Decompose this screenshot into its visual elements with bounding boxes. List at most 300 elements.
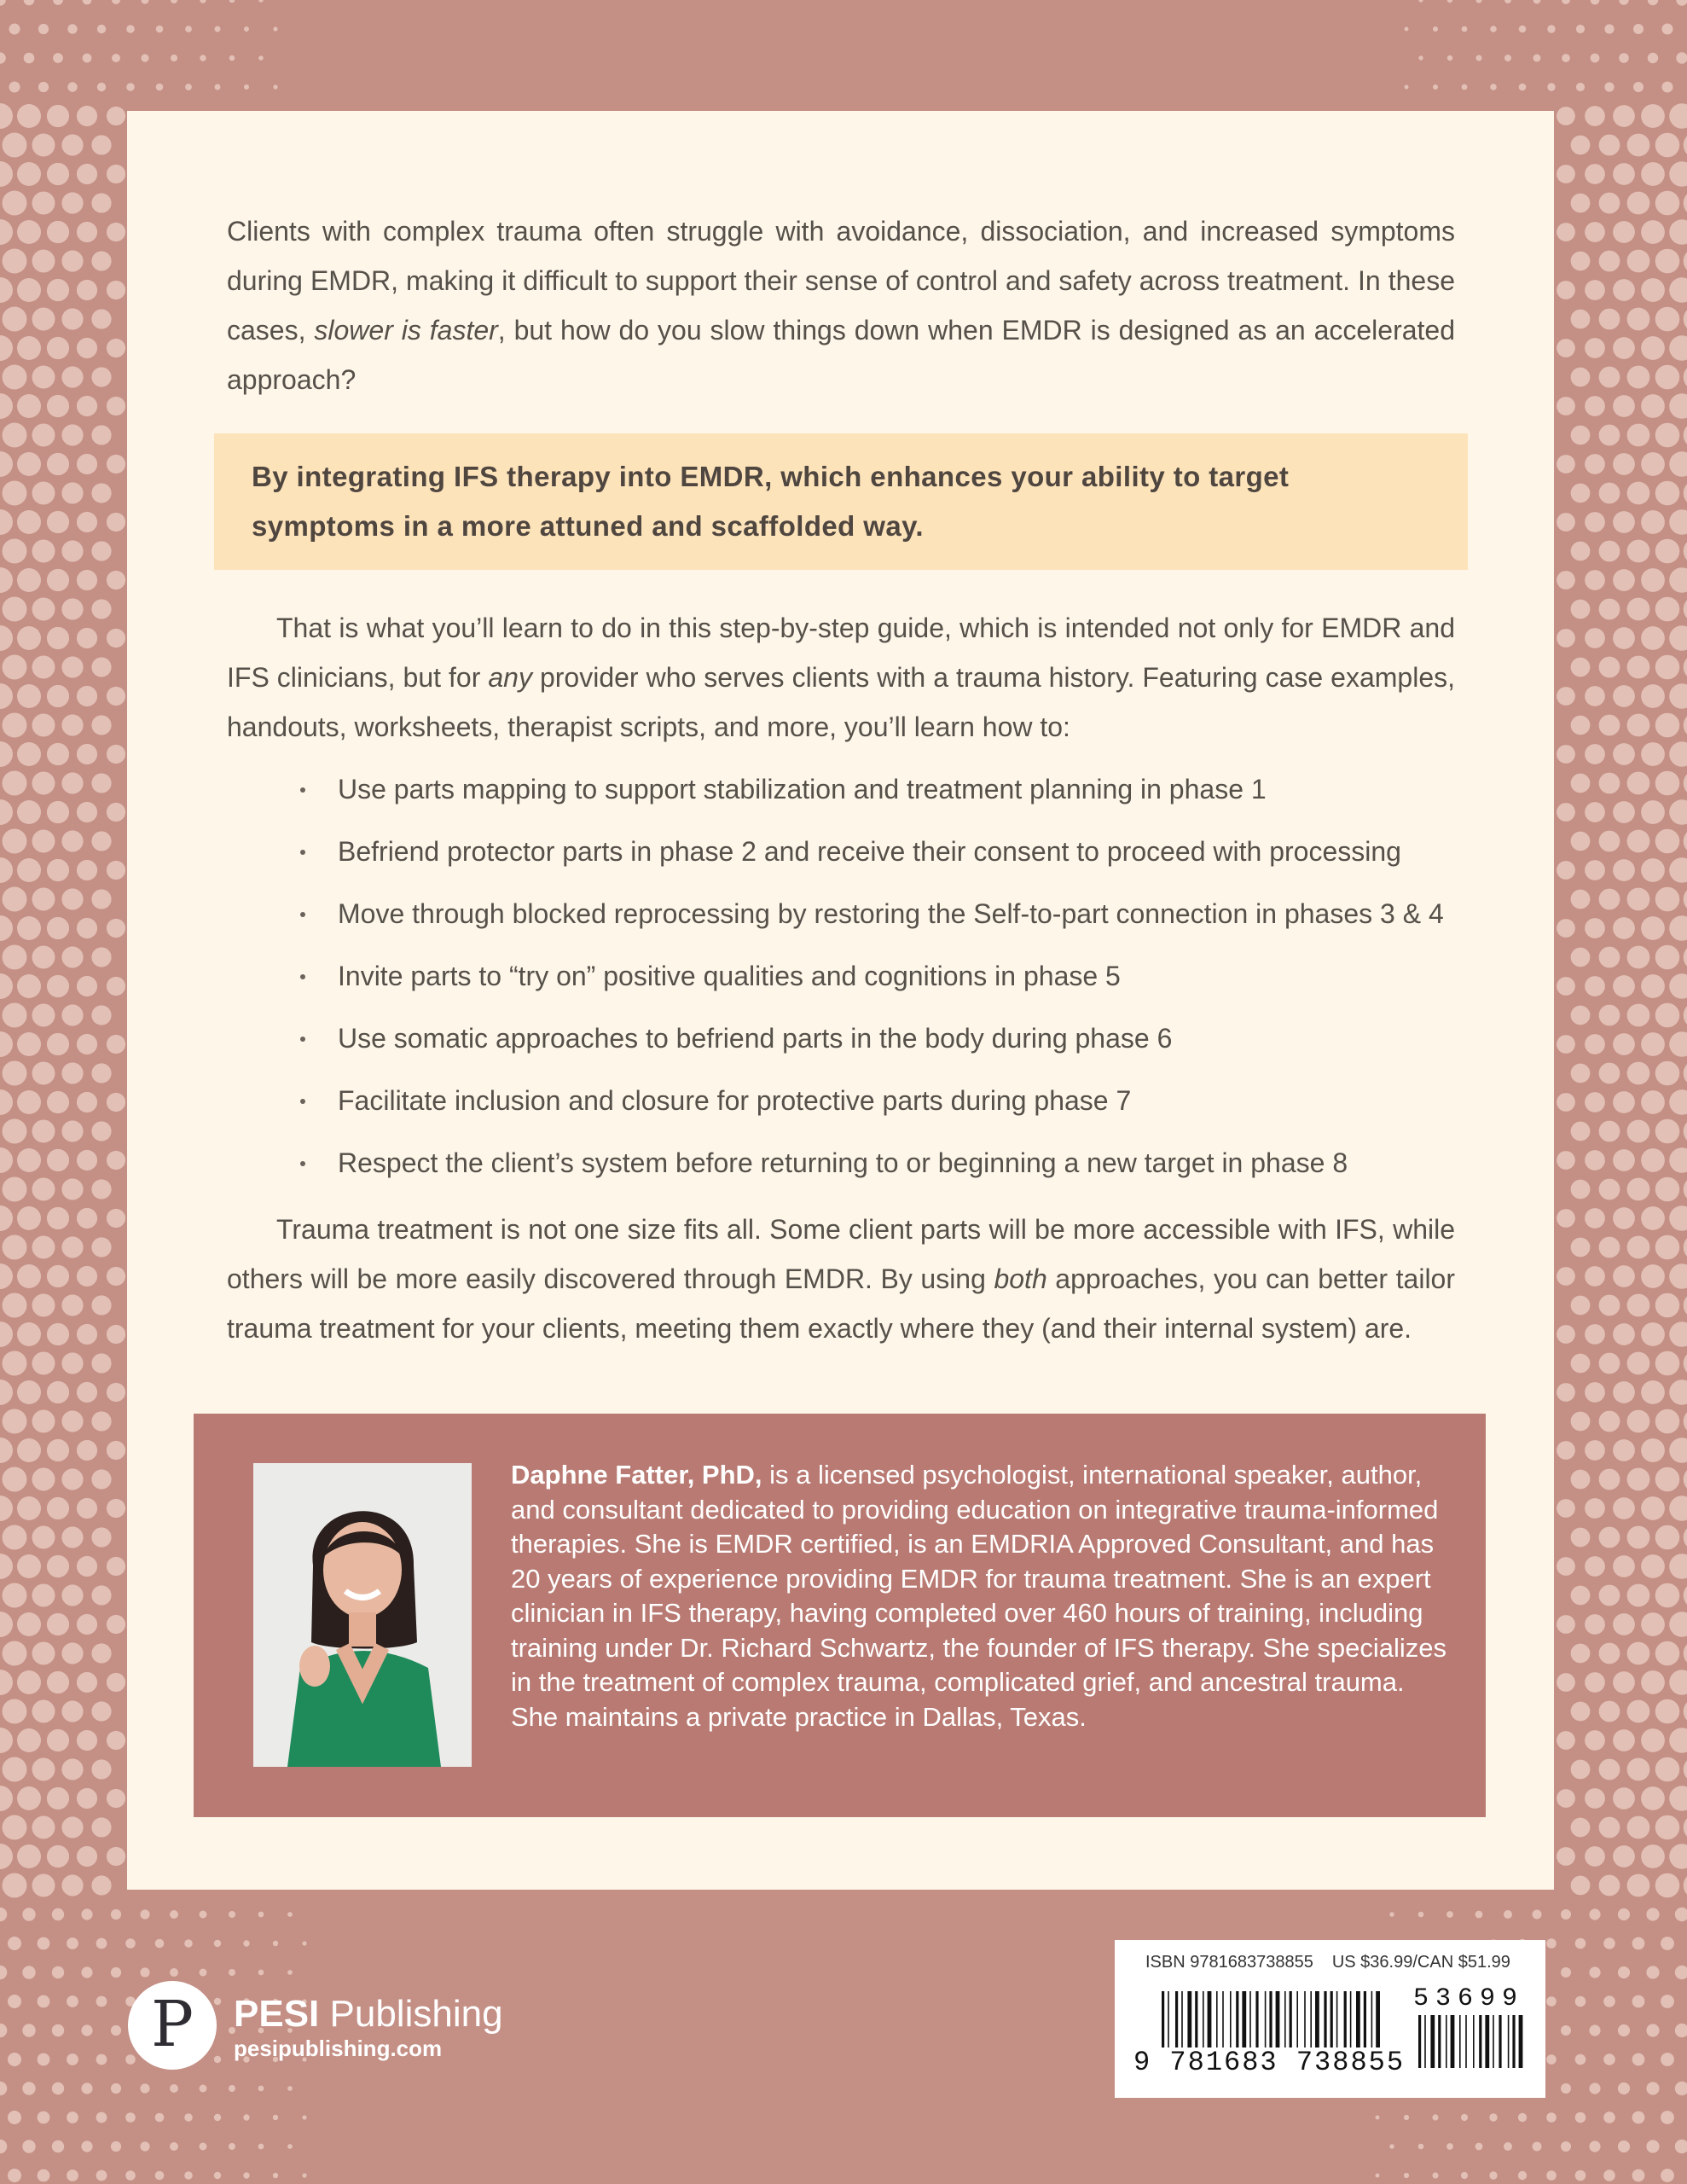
pattern-dot <box>1585 628 1605 648</box>
pattern-dot <box>47 801 69 823</box>
pattern-dot <box>61 482 83 503</box>
pattern-dot <box>0 625 13 651</box>
pattern-dot <box>1405 85 1409 90</box>
pattern-dot <box>1627 1062 1650 1085</box>
pattern-dot <box>107 629 125 648</box>
pattern-dot <box>273 84 277 89</box>
pattern-dot <box>1599 1875 1620 1896</box>
publisher-url: pesipublishing.com <box>234 2036 443 2061</box>
pattern-dot <box>1648 0 1658 5</box>
pattern-dot <box>1599 1817 1620 1838</box>
pattern-dot <box>1576 25 1585 33</box>
pattern-dot <box>1585 454 1605 474</box>
pattern-dot <box>32 1236 55 1259</box>
pattern-dot <box>61 946 83 967</box>
pattern-dot <box>1669 393 1687 419</box>
pattern-dot <box>1462 26 1468 32</box>
pattern-dot <box>1641 1612 1665 1636</box>
barcode-bar <box>1175 1991 1178 2048</box>
barcode-addon-bar <box>1459 2015 1461 2068</box>
pattern-dot <box>1669 625 1687 651</box>
pattern-dot <box>1585 1788 1605 1809</box>
pattern-dot <box>1557 281 1575 299</box>
pattern-dot <box>1571 1354 1591 1374</box>
barcode-addon-bar <box>1512 2015 1515 2068</box>
pattern-dot <box>1599 1237 1620 1258</box>
pattern-dot <box>1669 741 1687 767</box>
pattern-dot <box>1613 917 1635 939</box>
barcode-addon-bar <box>1479 2015 1481 2068</box>
pattern-dot <box>32 1758 55 1781</box>
pattern-dot <box>3 1293 27 1318</box>
pattern-dot <box>77 744 97 764</box>
pattern-dot <box>1627 1120 1650 1143</box>
pattern-dot <box>1613 1787 1635 1809</box>
pattern-dot <box>1641 626 1665 650</box>
pattern-dot <box>61 772 83 793</box>
pattern-dot <box>1599 309 1620 330</box>
pattern-dot <box>17 104 41 128</box>
pattern-dot <box>1461 2172 1468 2179</box>
pattern-dot <box>125 1938 136 1949</box>
pattern-dot <box>1585 1266 1605 1287</box>
pattern-dot <box>1675 2140 1687 2153</box>
barcode-addon-bar <box>1424 2015 1426 2068</box>
list-item: Use parts mapping to support stabilization and treatment planning in phase 1 <box>300 764 1494 827</box>
pattern-dot <box>61 830 83 851</box>
pattern-dot <box>1575 2170 1586 2181</box>
pattern-dot <box>141 0 148 4</box>
pattern-dot <box>1627 946 1650 969</box>
pattern-dot <box>273 1941 278 1946</box>
pattern-dot <box>229 0 235 3</box>
pattern-dot <box>32 888 55 911</box>
pattern-dot <box>1641 1264 1665 1288</box>
pattern-dot <box>61 192 83 213</box>
pattern-dot <box>1619 0 1629 5</box>
pattern-dot <box>91 657 111 677</box>
pattern-dot <box>1571 890 1591 909</box>
pattern-dot <box>1433 84 1438 90</box>
pattern-dot <box>1585 1440 1605 1461</box>
barcode-bar <box>1364 1991 1366 2048</box>
pattern-dot <box>1571 1702 1591 1722</box>
pattern-dot <box>107 977 125 996</box>
pattern-dot <box>1562 0 1570 4</box>
pattern-dot <box>258 1912 264 1918</box>
pattern-dot <box>77 1034 97 1054</box>
pattern-dot <box>1627 1294 1650 1317</box>
pattern-dot <box>61 1410 83 1432</box>
pattern-dot <box>17 1032 41 1056</box>
bullet-list <box>300 764 1494 1200</box>
pattern-dot <box>77 164 97 184</box>
pattern-dot <box>287 1912 293 1917</box>
pattern-dot <box>184 2171 193 2180</box>
pattern-dot <box>1585 918 1605 938</box>
pattern-dot <box>1585 512 1605 532</box>
pattern-dot <box>77 1382 97 1403</box>
pattern-dot <box>61 366 83 387</box>
pattern-dot <box>1646 2024 1659 2036</box>
barcode-addon-bar <box>1446 2015 1447 2068</box>
pattern-dot <box>1599 1063 1620 1084</box>
barcode-addon-bar <box>1451 2015 1455 2068</box>
publisher-name <box>234 1993 503 2036</box>
pattern-dot <box>1627 1584 1650 1607</box>
pattern-dot <box>32 598 55 621</box>
pattern-dot <box>258 0 264 3</box>
pattern-dot <box>1684 1292 1687 1319</box>
pattern-dot <box>1561 2083 1571 2094</box>
pattern-dot <box>91 599 111 619</box>
pattern-dot <box>171 0 177 3</box>
pattern-dot <box>32 1178 55 1201</box>
pattern-dot <box>0 1908 7 1922</box>
pattern-dot <box>61 1062 83 1083</box>
pattern-dot <box>1585 1730 1605 1751</box>
pattern-dot <box>1641 1322 1665 1346</box>
pattern-dot <box>67 1995 78 2007</box>
pattern-dot <box>107 397 125 415</box>
pattern-dot <box>1627 1816 1650 1839</box>
pattern-dot <box>1684 1234 1687 1261</box>
pattern-dot <box>1585 1556 1605 1577</box>
pattern-dot <box>1585 396 1605 416</box>
pattern-dot <box>32 1874 55 1897</box>
pattern-dot <box>77 686 97 706</box>
publisher-name-rest: Publishing <box>329 1993 503 2035</box>
pattern-dot <box>1641 684 1665 708</box>
pattern-dot <box>107 281 125 299</box>
pattern-dot <box>1627 482 1650 505</box>
pattern-dot <box>1655 307 1680 332</box>
pattern-dot <box>1599 135 1620 156</box>
pattern-dot <box>1571 252 1591 271</box>
pattern-dot <box>1504 1910 1512 1919</box>
pattern-dot <box>91 1643 111 1663</box>
pattern-dot <box>1627 366 1650 389</box>
pattern-dot <box>0 2024 7 2038</box>
pattern-dot <box>77 338 97 358</box>
pattern-dot <box>17 1264 41 1288</box>
pattern-dot <box>1619 53 1629 63</box>
pattern-dot <box>1655 771 1680 796</box>
pattern-dot <box>214 2114 221 2121</box>
pattern-dot <box>1655 945 1680 970</box>
pattern-dot <box>91 1585 111 1605</box>
pattern-dot <box>3 1583 27 1608</box>
pattern-dot <box>1627 888 1650 911</box>
pattern-dot <box>170 1968 178 1977</box>
pattern-dot <box>1684 422 1687 449</box>
pattern-dot <box>1627 714 1650 737</box>
pattern-dot <box>1675 2082 1687 2095</box>
pattern-dot <box>125 2112 136 2123</box>
pattern-dot <box>273 2115 278 2120</box>
pattern-dot <box>67 82 77 91</box>
pattern-dot <box>3 1641 27 1666</box>
pattern-dot <box>91 541 111 561</box>
pattern-dot <box>77 1788 97 1809</box>
pattern-dot <box>214 1940 221 1947</box>
pattern-dot <box>0 2082 7 2096</box>
pattern-dot <box>96 1938 107 1949</box>
pattern-dot <box>1613 1207 1635 1229</box>
pattern-dot <box>1669 1786 1687 1811</box>
pattern-dot <box>77 396 97 416</box>
pattern-dot <box>1585 338 1605 358</box>
pattern-dot <box>1599 1643 1620 1664</box>
pattern-dot <box>1632 1937 1645 1950</box>
pattern-dot <box>1546 1938 1557 1949</box>
pattern-dot <box>61 1700 83 1722</box>
pattern-dot <box>184 1939 193 1948</box>
pattern-dot <box>17 1612 41 1636</box>
barcode-bar <box>1249 1991 1251 2048</box>
pattern-dot <box>1627 1468 1650 1491</box>
pattern-dot <box>3 1003 27 1028</box>
pattern-dot <box>91 1353 111 1373</box>
pattern-dot <box>61 1642 83 1664</box>
pattern-dot <box>1669 277 1687 303</box>
pattern-dot <box>1446 2143 1453 2150</box>
pattern-dot <box>61 1352 83 1374</box>
pattern-dot <box>52 1966 64 1978</box>
pattern-dot <box>1669 509 1687 535</box>
pattern-dot <box>1599 1295 1620 1316</box>
pattern-dot <box>3 887 27 912</box>
pattern-dot <box>107 1789 125 1808</box>
pattern-dot <box>17 1090 41 1114</box>
pattern-dot <box>61 1526 83 1548</box>
pattern-dot <box>214 2172 221 2179</box>
pattern-dot <box>1585 222 1605 242</box>
pattern-dot <box>1613 453 1635 475</box>
pattern-dot <box>3 1409 27 1434</box>
pattern-dot <box>1571 600 1591 619</box>
pattern-dot <box>9 24 20 35</box>
pattern-dot <box>0 2140 7 2154</box>
pattern-dot <box>1475 0 1481 3</box>
pattern-dot <box>61 888 83 909</box>
pattern-dot <box>8 1995 21 2008</box>
author-photo <box>253 1463 472 1767</box>
pattern-dot <box>17 1148 41 1172</box>
pattern-dot <box>91 1005 111 1025</box>
pattern-dot <box>1627 134 1650 157</box>
pattern-dot <box>91 1121 111 1141</box>
pattern-dot <box>107 745 125 764</box>
pattern-dot <box>140 2141 149 2151</box>
pattern-dot <box>107 223 125 241</box>
pattern-dot <box>229 2143 235 2150</box>
pattern-dot <box>1655 597 1680 622</box>
pattern-dot <box>1585 1150 1605 1170</box>
pattern-dot <box>1618 1966 1630 1978</box>
pattern-dot <box>1661 2169 1674 2182</box>
barcode-bar <box>1284 1991 1286 2048</box>
pattern-dot <box>1432 2114 1438 2120</box>
barcode-bar <box>1324 1991 1326 2048</box>
pattern-dot <box>1404 2173 1409 2178</box>
logo-letter: P <box>151 1988 194 2061</box>
pattern-dot <box>1603 2111 1615 2123</box>
pattern-dot <box>258 1970 264 1976</box>
pattern-dot <box>0 1089 13 1115</box>
pattern-dot <box>1613 1555 1635 1577</box>
pattern-dot <box>1613 569 1635 591</box>
barcode-bar <box>1371 1991 1373 2048</box>
pattern-dot <box>1599 715 1620 736</box>
pattern-dot <box>1627 1700 1650 1723</box>
barcode-bar <box>1296 1991 1298 2048</box>
pattern-dot <box>1655 1815 1680 1840</box>
pattern-dot <box>107 687 125 706</box>
author-bio-box <box>194 1414 1486 1817</box>
pattern-dot <box>91 1527 111 1547</box>
pattern-dot <box>1418 1912 1424 1918</box>
barcode-bar <box>1265 1991 1267 2048</box>
pattern-dot <box>1599 657 1620 678</box>
pattern-dot <box>22 2082 35 2094</box>
pattern-dot <box>1571 1006 1591 1025</box>
pattern-dot <box>125 2170 136 2181</box>
pattern-dot <box>53 0 63 5</box>
pattern-dot <box>1533 2142 1542 2152</box>
barcode-bar <box>1304 1991 1306 2048</box>
pattern-dot <box>83 54 92 63</box>
pattern-dot <box>1641 510 1665 534</box>
pattern-dot <box>0 103 13 129</box>
pattern-dot <box>1627 1004 1650 1027</box>
pattern-dot <box>61 1584 83 1606</box>
pattern-dot <box>17 1496 41 1520</box>
pattern-dot <box>1613 1265 1635 1287</box>
pattern-dot <box>17 626 41 650</box>
pattern-dot <box>1646 2140 1659 2152</box>
pattern-dot <box>38 1995 50 2008</box>
pattern-dot <box>91 251 111 270</box>
pattern-dot <box>22 2024 35 2036</box>
closing-text-2: approaches, you can better tailor trauma treatment for your clients, meeting them exactly where they (and their internal system) are. <box>227 1263 1456 1344</box>
pattern-dot <box>47 917 69 939</box>
pattern-dot <box>1632 2169 1645 2182</box>
pattern-dot <box>1655 1467 1680 1492</box>
pattern-dot <box>1599 367 1620 388</box>
pattern-dot <box>1655 1873 1680 1898</box>
pattern-dot <box>47 395 69 417</box>
pattern-dot <box>1641 1206 1665 1230</box>
pattern-dot <box>1585 1208 1605 1228</box>
pattern-dot <box>77 280 97 300</box>
pattern-dot <box>3 191 27 216</box>
isbn-number: ISBN 9781683738855 <box>1145 1953 1313 1972</box>
pattern-dot <box>1571 1238 1591 1258</box>
pattern-dot <box>155 1939 165 1949</box>
pattern-dot <box>47 1091 69 1113</box>
pattern-dot <box>1571 1122 1591 1141</box>
pattern-dot <box>1571 136 1591 155</box>
pattern-dot <box>287 2086 293 2091</box>
pattern-dot <box>0 52 6 64</box>
pattern-dot <box>107 1557 125 1576</box>
pattern-dot <box>91 947 111 967</box>
barcode-bar <box>1350 1991 1352 2048</box>
pattern-dot <box>1627 308 1650 331</box>
pattern-dot <box>1546 2054 1557 2065</box>
pattern-dot <box>1627 1874 1650 1897</box>
pattern-dot <box>1661 1995 1674 2008</box>
pattern-dot <box>32 540 55 563</box>
pattern-dot <box>91 715 111 735</box>
pattern-dot <box>1571 832 1591 851</box>
pattern-dot <box>8 2169 21 2182</box>
pattern-dot <box>1655 249 1680 274</box>
pattern-dot <box>0 1438 13 1463</box>
pattern-dot <box>1557 107 1575 125</box>
pattern-dot <box>3 1351 27 1376</box>
pattern-dot <box>1475 2143 1483 2151</box>
pattern-dot <box>32 946 55 969</box>
pattern-dot <box>17 742 41 766</box>
pattern-dot <box>1669 1554 1687 1579</box>
pattern-dot <box>1627 1178 1650 1201</box>
pattern-dot <box>1533 0 1541 4</box>
pattern-dot <box>1669 161 1687 187</box>
pattern-dot <box>155 2171 165 2181</box>
pattern-dot <box>1571 948 1591 967</box>
pattern-dot <box>77 512 97 532</box>
pattern-dot <box>81 1908 92 1920</box>
pattern-dot <box>1599 831 1620 852</box>
pattern-dot <box>1641 742 1665 766</box>
pattern-dot <box>107 1151 125 1170</box>
pattern-dot <box>32 1294 55 1317</box>
pattern-dot <box>91 1063 111 1083</box>
pattern-dot <box>1655 1583 1680 1608</box>
pattern-dot <box>1585 1034 1605 1054</box>
pattern-dot <box>52 2082 64 2094</box>
pattern-dot <box>1627 1526 1650 1549</box>
pattern-dot <box>1655 365 1680 390</box>
pattern-dot <box>112 0 120 4</box>
pattern-dot <box>77 976 97 996</box>
pattern-dot <box>1641 1032 1665 1056</box>
list-item: Facilitate inclusion and closure for protective parts during phase 7 <box>300 1076 1494 1138</box>
pattern-dot <box>1684 1757 1687 1783</box>
barcode-bar <box>1222 1991 1224 2048</box>
pattern-dot <box>81 1966 92 1978</box>
pattern-dot <box>1684 1409 1687 1435</box>
pattern-dot <box>1684 1060 1687 1087</box>
barcode-addon-bar <box>1485 2015 1489 2068</box>
pattern-dot <box>1462 84 1468 90</box>
pattern-dot <box>1655 481 1680 506</box>
pattern-dot <box>215 84 221 90</box>
pattern-dot <box>1662 24 1673 35</box>
pattern-dot <box>1613 395 1635 417</box>
pattern-dot <box>107 107 125 125</box>
pattern-dot <box>287 2144 293 2149</box>
pattern-dot <box>1585 860 1605 880</box>
pattern-dot <box>17 1206 41 1230</box>
pattern-dot <box>0 335 13 361</box>
pattern-dot <box>1599 425 1620 446</box>
pattern-dot <box>3 1119 27 1144</box>
pattern-dot <box>1627 830 1650 853</box>
pattern-dot <box>200 1969 207 1977</box>
